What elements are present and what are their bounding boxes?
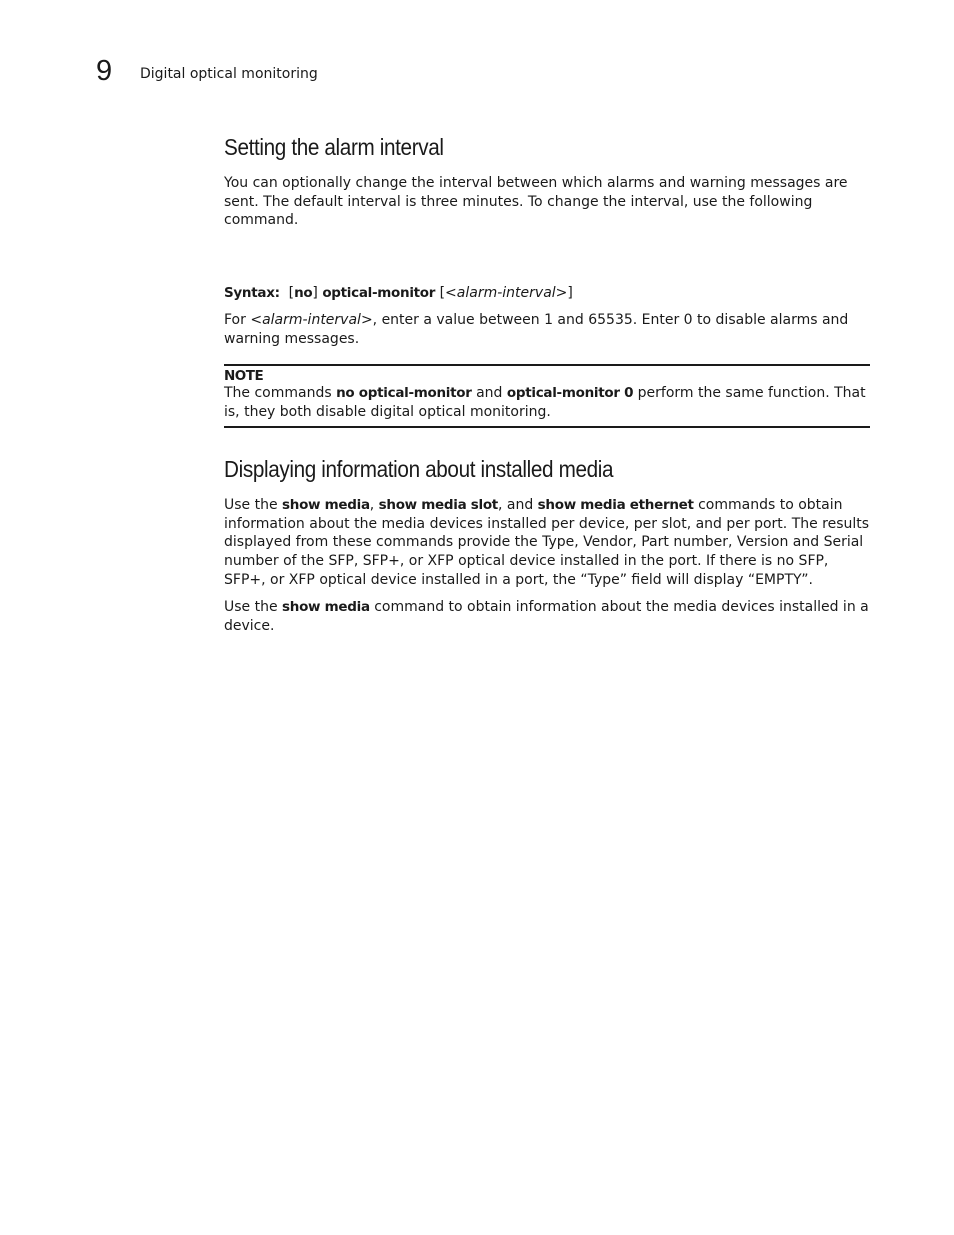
note-text — [224, 384, 870, 421]
note-cmd-no-optical-monitor: no optical-monitor — [336, 385, 472, 401]
cmd-show-media: show media — [282, 599, 370, 615]
note-label: NOTE — [224, 368, 264, 384]
desc-suffix: >, enter a value between 1 and 65535. Enter 0 to disable alarms and warning messages. — [224, 312, 849, 347]
note-text-part: and — [471, 385, 507, 401]
syntax-close-bracket: ] — [312, 285, 318, 301]
desc-arg: alarm-interval — [262, 312, 361, 328]
para-text: , and — [497, 497, 538, 513]
para-text: Use the — [224, 497, 283, 513]
installed-media-paragraph-1 — [224, 496, 870, 590]
alarm-interval-description — [224, 311, 870, 348]
cmd-show-media: show media — [282, 497, 370, 513]
para-text: , — [369, 497, 379, 513]
para-text: commands to obtain information about the media devices installed per device, per slot, and per port. The results displayed from these commands provide the Type, Vendor, Part number, Version and Serial number of the SFP, SFP+, or XFP optical device installed in the port. If there is no SFP, SFP+, or XFP optical device installed in a port, the “Type” field will display “EMPTY”. — [224, 497, 870, 588]
section-heading-alarm-interval: Setting the alarm interval — [224, 134, 444, 160]
note-bottom-rule — [224, 426, 870, 428]
syntax-command: optical-monitor — [322, 285, 436, 301]
chapter-number: 9 — [96, 55, 113, 87]
intro-paragraph: You can optionally change the interval between which alarms and warning messages are sent. The default interval is three minutes. To change the interval, use the following command. — [224, 175, 848, 229]
note-text-part: The commands — [224, 385, 337, 401]
para-text: Use the — [224, 599, 283, 615]
note-box — [224, 368, 870, 421]
note-top-rule — [224, 364, 870, 366]
syntax-arg-open: [< — [439, 285, 457, 301]
chapter-title: Digital optical monitoring — [140, 66, 318, 82]
cmd-show-media-slot: show media slot — [378, 497, 498, 513]
note-text-part: perform the same function. That is, they both disable digital optical monitoring. — [224, 385, 866, 420]
syntax-line — [224, 284, 870, 303]
section-heading-installed-media: Displaying information about installed media — [224, 456, 614, 482]
syntax-arg-close: >] — [555, 285, 573, 301]
installed-media-paragraph-2 — [224, 598, 870, 635]
cmd-show-media-ethernet: show media ethernet — [537, 497, 694, 513]
para-text: command to obtain information about the media devices installed in a device. — [224, 599, 869, 634]
desc-prefix: For < — [224, 312, 263, 328]
syntax-no-keyword: no — [294, 285, 313, 301]
alarm-interval-intro — [224, 174, 870, 230]
syntax-arg: alarm-interval — [456, 285, 556, 301]
syntax-label: Syntax: — [224, 285, 280, 301]
note-cmd-optical-monitor-0: optical-monitor 0 — [506, 385, 634, 401]
syntax-open-bracket: [ — [288, 285, 295, 301]
